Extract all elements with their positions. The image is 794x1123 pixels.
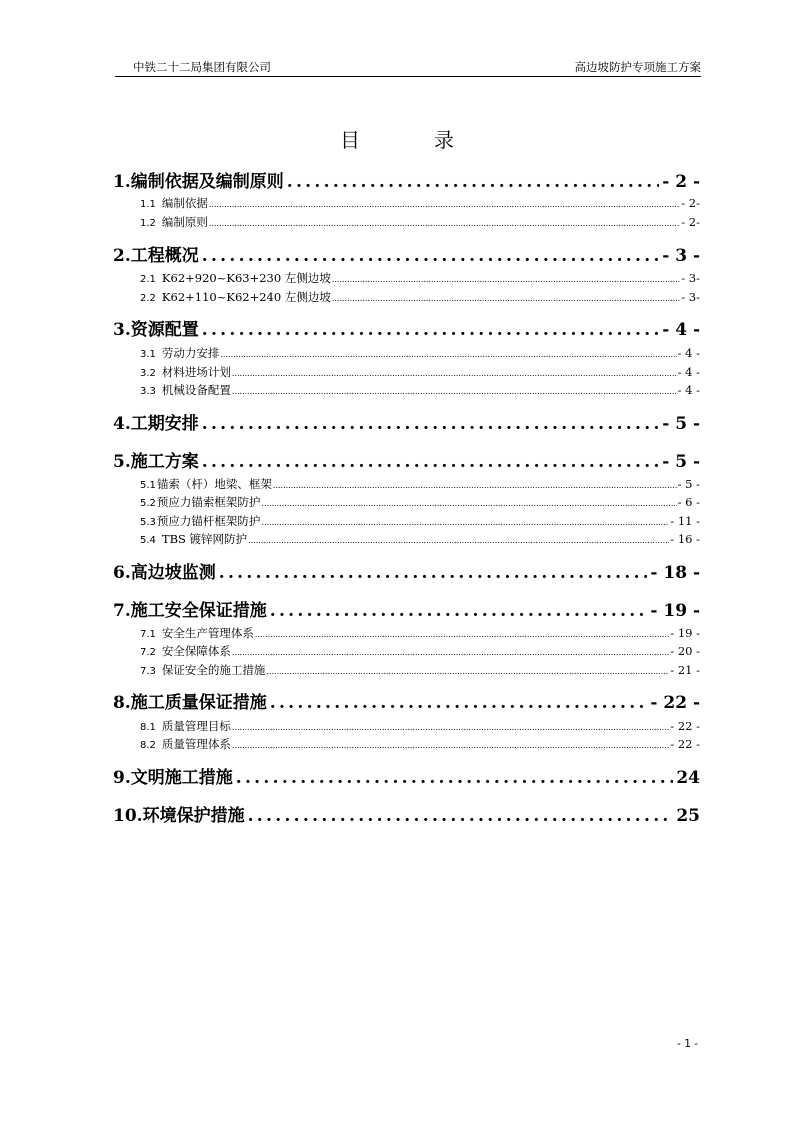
toc-entry-label: 9.文明施工措施 bbox=[113, 768, 233, 787]
toc-entry-number: 3.2 bbox=[140, 368, 156, 379]
toc-entry-text: 材料进场计划 bbox=[161, 365, 231, 379]
toc-entry-label bbox=[140, 494, 260, 510]
toc-title-char-2: 录 bbox=[434, 128, 454, 152]
toc-entry-text: 机械设备配置 bbox=[161, 383, 231, 397]
toc-entry-2-2[interactable] bbox=[140, 289, 700, 305]
toc-entry-6[interactable] bbox=[113, 558, 700, 582]
toc-entry-page: - 3- bbox=[681, 271, 700, 285]
toc-entry-page: - 3- bbox=[681, 290, 700, 304]
toc-dot-leader bbox=[232, 369, 677, 378]
toc-entry-8[interactable] bbox=[113, 688, 700, 712]
page-header bbox=[115, 56, 701, 77]
toc-dot-leader bbox=[255, 630, 669, 639]
toc-entry-page: - 2- bbox=[681, 196, 700, 210]
toc-entry-page: - 20 - bbox=[670, 644, 700, 658]
toc-dot-leader bbox=[202, 246, 659, 265]
toc-entry-label bbox=[140, 476, 272, 492]
toc-entry-label bbox=[140, 718, 231, 734]
toc-entry-label: 3.资源配置 bbox=[113, 320, 199, 339]
toc-entry-page: - 2- bbox=[681, 215, 700, 229]
toc-entry-label bbox=[140, 382, 231, 398]
toc-entry-label: 4.工期安排 bbox=[113, 414, 199, 433]
toc-entry-number: 3.1 bbox=[140, 349, 156, 360]
toc-dot-leader bbox=[248, 536, 669, 545]
toc-dot-leader bbox=[232, 387, 677, 396]
toc-entry-label bbox=[140, 270, 331, 286]
toc-entry-number: 2.2 bbox=[140, 293, 156, 304]
toc-entry-number: 7.2 bbox=[140, 647, 156, 658]
toc-entry-number: 5.3 bbox=[140, 517, 156, 528]
toc-entry-label bbox=[140, 643, 231, 659]
toc-entry-text: 预应力锚杆框架防护 bbox=[156, 514, 261, 528]
toc-title bbox=[0, 124, 794, 153]
toc-entry-5-3[interactable] bbox=[140, 513, 700, 529]
toc-entry-page: - 5 - bbox=[662, 414, 700, 433]
toc-dot-leader bbox=[332, 275, 680, 284]
toc-entry-label bbox=[140, 662, 265, 678]
toc-entry-5[interactable] bbox=[113, 447, 700, 471]
toc-dot-leader bbox=[270, 693, 648, 712]
toc-entry-3[interactable] bbox=[113, 315, 700, 339]
toc-entry-label bbox=[140, 513, 260, 529]
toc-entry-page: - 4 - bbox=[677, 365, 700, 379]
toc-entry-text: 编制依据 bbox=[161, 196, 208, 210]
toc-entry-3-3[interactable] bbox=[140, 382, 700, 398]
toc-dot-leader bbox=[202, 320, 659, 339]
toc-entry-page: - 5 - bbox=[677, 477, 700, 491]
toc-entry-number: 7.1 bbox=[140, 629, 156, 640]
toc-dot-leader bbox=[287, 172, 659, 191]
toc-dot-leader bbox=[220, 350, 676, 359]
toc-entry-label bbox=[140, 289, 331, 305]
toc-dot-leader bbox=[232, 648, 669, 657]
toc-entry-text: K62+920~K63+230 左侧边坡 bbox=[161, 271, 331, 285]
toc-dot-leader bbox=[261, 518, 669, 527]
toc-entry-text: 质量管理体系 bbox=[161, 737, 231, 751]
toc-dot-leader bbox=[332, 294, 680, 303]
toc-entry-text: 安全保障体系 bbox=[161, 644, 231, 658]
toc-entry-text: 保证安全的施工措施 bbox=[161, 663, 266, 677]
toc-entry-number: 7.3 bbox=[140, 666, 156, 677]
toc-entry-10[interactable] bbox=[113, 801, 700, 825]
toc-entry-number: 1.2 bbox=[140, 218, 156, 229]
toc-entry-page: 25 bbox=[676, 806, 700, 825]
toc-dot-leader bbox=[202, 452, 659, 471]
header-doc-title: 高边坡防护专项施工方案 bbox=[574, 60, 701, 74]
toc-entry-page: - 21 - bbox=[670, 663, 700, 677]
toc-entry-text: 劳动力安排 bbox=[161, 346, 220, 360]
toc-entry-page: - 19 - bbox=[670, 626, 700, 640]
toc-entry-page: - 3 - bbox=[662, 246, 700, 265]
toc-entry-label: 7.施工安全保证措施 bbox=[113, 601, 267, 620]
toc-entry-page: - 18 - bbox=[650, 563, 700, 582]
toc-entry-2[interactable] bbox=[113, 241, 700, 265]
toc-entry-page: - 6 - bbox=[677, 495, 700, 509]
toc-dot-leader bbox=[236, 768, 674, 787]
toc-dot-leader bbox=[219, 563, 648, 582]
toc-entry-label bbox=[140, 214, 208, 230]
toc-entry-page: 24 bbox=[676, 768, 700, 787]
toc-entry-page: - 22 - bbox=[670, 719, 700, 733]
toc-entry-1-2[interactable] bbox=[140, 214, 700, 230]
toc-dot-leader bbox=[202, 414, 659, 433]
toc-entry-text: 安全生产管理体系 bbox=[161, 626, 254, 640]
toc-entry-label: 5.施工方案 bbox=[113, 452, 199, 471]
toc-entry-number: 3.3 bbox=[140, 386, 156, 397]
toc-dot-leader bbox=[248, 806, 674, 825]
toc-dot-leader bbox=[261, 499, 676, 508]
toc-entry-text: K62+110~K62+240 左侧边坡 bbox=[161, 290, 331, 304]
toc-entry-8-2[interactable] bbox=[140, 736, 700, 752]
toc-dot-leader bbox=[232, 741, 669, 750]
toc-entry-number: 2.1 bbox=[140, 274, 156, 285]
toc-entry-page: - 5 - bbox=[662, 452, 700, 471]
toc-entry-label: 10.环境保护措施 bbox=[113, 806, 245, 825]
toc-entry-text: 编制原则 bbox=[161, 215, 208, 229]
toc-entry-1-1[interactable] bbox=[140, 195, 700, 211]
toc-entry-7[interactable] bbox=[113, 596, 700, 620]
toc-entry-label bbox=[140, 195, 208, 211]
toc-entry-page: - 22 - bbox=[650, 693, 700, 712]
toc-dot-leader bbox=[270, 601, 648, 620]
toc-entry-text: 锚索（杆）地梁、框架 bbox=[156, 477, 272, 491]
toc-entry-label bbox=[140, 736, 231, 752]
toc-entry-9[interactable] bbox=[113, 763, 700, 787]
toc-entry-page: - 4 - bbox=[677, 346, 700, 360]
toc-entry-label: 6.高边坡监测 bbox=[113, 563, 216, 582]
toc-entry-number: 5.2 bbox=[140, 498, 156, 509]
toc-entry-number: 1.1 bbox=[140, 199, 156, 210]
toc-entry-page: - 2 - bbox=[662, 172, 700, 191]
toc-entry-page: - 22 - bbox=[670, 737, 700, 751]
toc-dot-leader bbox=[266, 667, 669, 676]
toc-entry-5-2[interactable] bbox=[140, 494, 700, 510]
toc-entry-page: - 11 - bbox=[670, 514, 700, 528]
toc-entry-3-2[interactable] bbox=[140, 364, 700, 380]
toc-entry-label: 1.编制依据及编制原则 bbox=[113, 172, 284, 191]
toc-entry-number: 5.1 bbox=[140, 480, 156, 491]
toc-entry-5-4[interactable] bbox=[140, 531, 700, 547]
header-company: 中铁二十二局集团有限公司 bbox=[133, 60, 271, 74]
toc-entry-text: 预应力锚索框架防护 bbox=[156, 495, 261, 509]
toc-dot-leader bbox=[209, 200, 680, 209]
toc-entry-1[interactable] bbox=[113, 167, 700, 191]
page-number: - 1 - bbox=[677, 1038, 698, 1050]
toc-entry-label bbox=[140, 625, 254, 641]
toc-entry-label: 2.工程概况 bbox=[113, 246, 199, 265]
toc-entry-text: TBS 镀锌网防护 bbox=[161, 532, 248, 546]
toc-dot-leader bbox=[273, 481, 677, 490]
toc-title-char-1: 目 bbox=[340, 128, 360, 152]
toc-entry-number: 8.2 bbox=[140, 740, 156, 751]
toc-dot-leader bbox=[232, 723, 669, 732]
toc-dot-leader bbox=[209, 219, 680, 228]
toc-entry-number: 5.4 bbox=[140, 535, 156, 546]
toc-entry-8-1[interactable] bbox=[140, 718, 700, 734]
toc-entry-7-1[interactable] bbox=[140, 625, 700, 641]
toc-entry-3-1[interactable] bbox=[140, 345, 700, 361]
toc-entry-label bbox=[140, 345, 219, 361]
toc-entry-page: - 19 - bbox=[650, 601, 700, 620]
toc-entry-page: - 16 - bbox=[670, 532, 700, 546]
toc-entry-page: - 4 - bbox=[662, 320, 700, 339]
toc-entry-label: 8.施工质量保证措施 bbox=[113, 693, 267, 712]
toc-entry-label bbox=[140, 364, 231, 380]
toc-entry-label bbox=[140, 531, 247, 547]
toc-entry-text: 质量管理目标 bbox=[161, 719, 231, 733]
toc-entry-number: 8.1 bbox=[140, 722, 156, 733]
toc-entry-5-1[interactable] bbox=[140, 476, 700, 492]
toc-entry-7-3[interactable] bbox=[140, 662, 700, 678]
toc-entry-2-1[interactable] bbox=[140, 270, 700, 286]
toc-entry-7-2[interactable] bbox=[140, 643, 700, 659]
toc-entry-4[interactable] bbox=[113, 409, 700, 433]
toc-entry-page: - 4 - bbox=[677, 383, 700, 397]
